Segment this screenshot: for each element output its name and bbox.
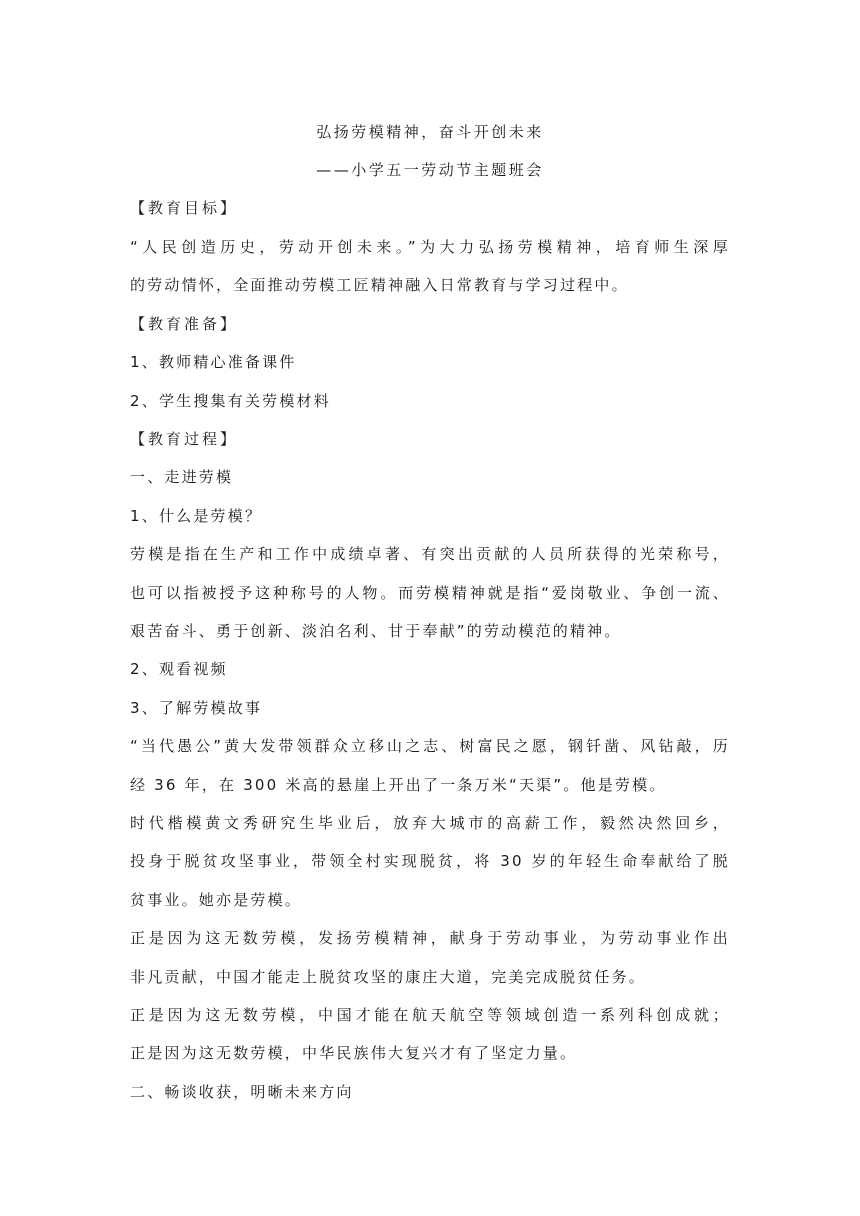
paragraph3-line-1: 正是因为这无数劳模，发扬劳模精神，献身于劳动事业，为劳动事业作出 (130, 929, 730, 947)
part1-heading: 一、走进劳模 (130, 468, 234, 486)
story2-line-3: 贫事业。她亦是劳模。 (130, 891, 303, 909)
goal-text-line-2: 的劳动情怀，全面推动劳模工匠精神融入日常教育与学习过程中。 (130, 276, 629, 294)
prep-item-1: 1、教师精心准备课件 (130, 353, 297, 371)
item-watch-video: 2、观看视频 (130, 660, 228, 678)
item-labor-model-stories: 3、了解劳模故事 (130, 699, 263, 717)
story2-line-1: 时代楷模黄文秀研究生毕业后，放弃大城市的高薪工作，毅然决然回乡， (130, 814, 730, 832)
paragraph5: 正是因为这无数劳模，中华民族伟大复兴才有了坚定力量。 (130, 1044, 578, 1062)
section-heading-prep: 【教育准备】 (130, 315, 239, 333)
story2-line-2: 投身于脱贫攻坚事业，带领全村实现脱贫，将 30 岁的年轻生命奉献给了脱 (130, 852, 730, 870)
paragraph3-line-2: 非凡贡献，中国才能走上脱贫攻坚的康庄大道，完美完成脱贫任务。 (130, 968, 647, 986)
paragraph4: 正是因为这无数劳模，中国才能在航天航空等领域创造一系列科创成就； (130, 1006, 730, 1024)
goal-text-line-1: “人民创造历史，劳动开创未来。”为大力弘扬劳模精神，培育师生深厚 (130, 238, 730, 256)
definition-line-3: 艰苦奋斗、勇于创新、淡泊名利、甘于奉献”的劳动模范的精神。 (130, 622, 622, 640)
document-title: 弘扬劳模精神，奋斗开创未来 (316, 123, 544, 141)
prep-item-2: 2、学生搜集有关劳模材料 (130, 392, 331, 410)
story1-line-1: “当代愚公”黄大发带领群众立移山之志、树富民之愿，钢钎凿、风钻敲，历 (130, 737, 730, 755)
question-what-is-labor-model: 1、什么是劳模？ (130, 507, 263, 525)
definition-line-1: 劳模是指在生产和工作中成绩卓著、有突出贡献的人员所获得的光荣称号， (130, 545, 730, 563)
section-heading-process: 【教育过程】 (130, 430, 239, 448)
part2-heading: 二、畅谈收获，明晰未来方向 (130, 1083, 354, 1101)
document-subtitle: ——小学五一劳动节主题班会 (316, 161, 544, 179)
story1-line-2: 经 36 年，在 300 米高的悬崖上开出了一条万米“天渠”。他是劳模。 (130, 776, 667, 794)
section-heading-goal: 【教育目标】 (130, 199, 239, 217)
definition-line-2: 也可以指被授予这种称号的人物。而劳模精神就是指“爱岗敬业、争创一流、 (130, 584, 730, 602)
